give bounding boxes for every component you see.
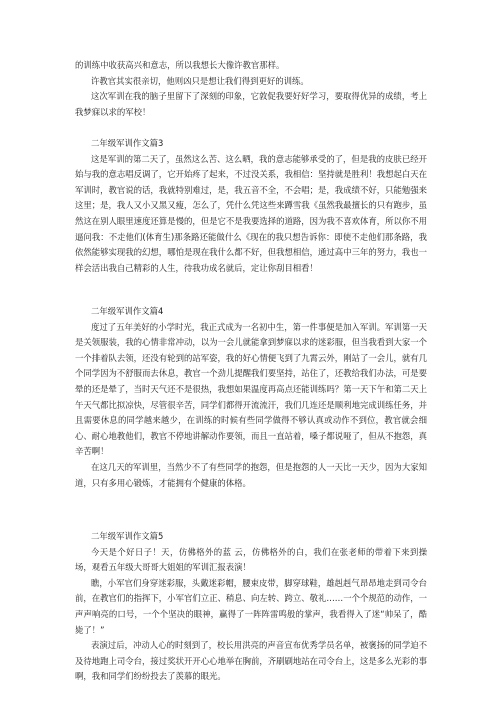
intro-paragraph-3: 这次军训在我的脑子里留下了深刻的印象，它敦促我要好好学习，要取得优异的成绩，考上我梦寐以求的军校！ (75, 91, 427, 117)
intro-section (75, 58, 427, 120)
intro-paragraph-2: 许教官其实很亲切，他则凶只是想让我们得到更好的训练。 (91, 75, 309, 86)
section-3-heading: 二年级军训作文篇3 (91, 138, 164, 148)
section-3 (75, 136, 427, 276)
section-4-paragraph-1: 度过了五年美好的小学时光，我正式成为一名初中生，第一件事便是加入军训。军训第一天是关领服装，我的心情非常冲动，以为一会儿就能拿到梦寐以求的迷彩服，但当我看到大家一个一个排着队去领，还没有轮到的站军姿，我的好心情便飞到了九霄云外，刚站了一会儿，就有几个同学因为不舒服而去休息，教官一个劲儿提醒我们要坚持，站住了，还教给我们办法，可是要晕的还是晕了，当时天气还不是很热，我想如果温度再高点还能训练吗？第一天下午和第二天上午天气都比拟凉快，尽管很辛苦，同学们都得开流流汗，我们几连还是顺利地完成训练任务，并且需要休息的同学越来越少，在训练的时候有些同学做得不够认真或动作不到位，教官就会细心、耐心地教他们，教官不停地讲解动作要领，而且一直站着，嗓子都说哑了，但从不抱怨，真辛苦啊！ (75, 321, 427, 457)
intro-paragraph-1: 的训练中收获高兴和意志，所以我想长大像许教官那样。 (75, 60, 285, 70)
section-3-paragraph-1: 这是军训的第二天了，虽然这么苦、这么晒，我的意志能够承受的了，但是我的皮肤已经开始与我的意志唱反调了，它开始疼了起来，不过没关系，我相信：坚持就是胜利！我想起白天在军训时，教官说的话，我就特别难过，是，我五音不全，不会唱；是，我成绩不好，只能勉强来这里；是，我人又小又黑又瘦，怎么了，凭什么凭这些来蹲雪我《虽然我最擅长的只有跑步，虽然这在别人眼里速度还算是慢的，但是它不是我要选择的道路，因为我不喜欢体育，所以你不用逼问我：不走他们(体育生)那条路还能做什么《现在的我只想告诉你：即使不走他们那条路，我依然能够实现我的幻想，哪怕是现在我什么都不好，但我想相信，通过高中三年的努力，我也一样会活出我自己精彩的人生，待我功成名就后，定让你刮目相看！ (75, 153, 427, 273)
section-5-paragraph-1: 今天是个好日子！天，仿佛格外的蓝 云，仿佛格外的白，我们在张老师的带着下来到操场，观看五年级大哥哥大姐姐的军训汇报表演！ (75, 546, 427, 573)
section-4-paragraph-2: 在这几天的军训里，当然少不了有些同学的抱怨，但是抱怨的人一天比一天少，因为大家知道，只有多用心锻炼，才能拥有个健康的体格。 (75, 461, 427, 488)
section-4 (75, 304, 427, 491)
section-5-paragraph-2: 瞧，小军官们身穿迷彩服，头戴迷彩帽，腰束皮带，脚穿球鞋，雄赳赳气昂昂地走到司令台前，在教官们的指挥下，小军官们立正、稍息、向左转、跨立、敬礼……一个个规范的动作，一声声响亮的口号，一个个坚决的眼神，赢得了一阵阵雷鸣般的掌声，我看得入了迷“帅呆了，酷毙了！” (75, 577, 427, 635)
section-5-heading: 二年级军训作文篇5 (91, 531, 164, 541)
section-4-heading: 二年级军训作文篇4 (91, 306, 164, 316)
section-5 (75, 529, 427, 685)
section-5-paragraph-3: 表演过后，冲动人心的时刻到了，校长用洪亮的声音宣布优秀学员名单，被褒扬的同学迫不及待地跑上司令台，接过奖状开开心心地举在胸前，齐刷刷地站在司令台上，这是多么光彩的事啊，我和同学们纷纷投去了羡慕的眼光。 (75, 640, 427, 682)
